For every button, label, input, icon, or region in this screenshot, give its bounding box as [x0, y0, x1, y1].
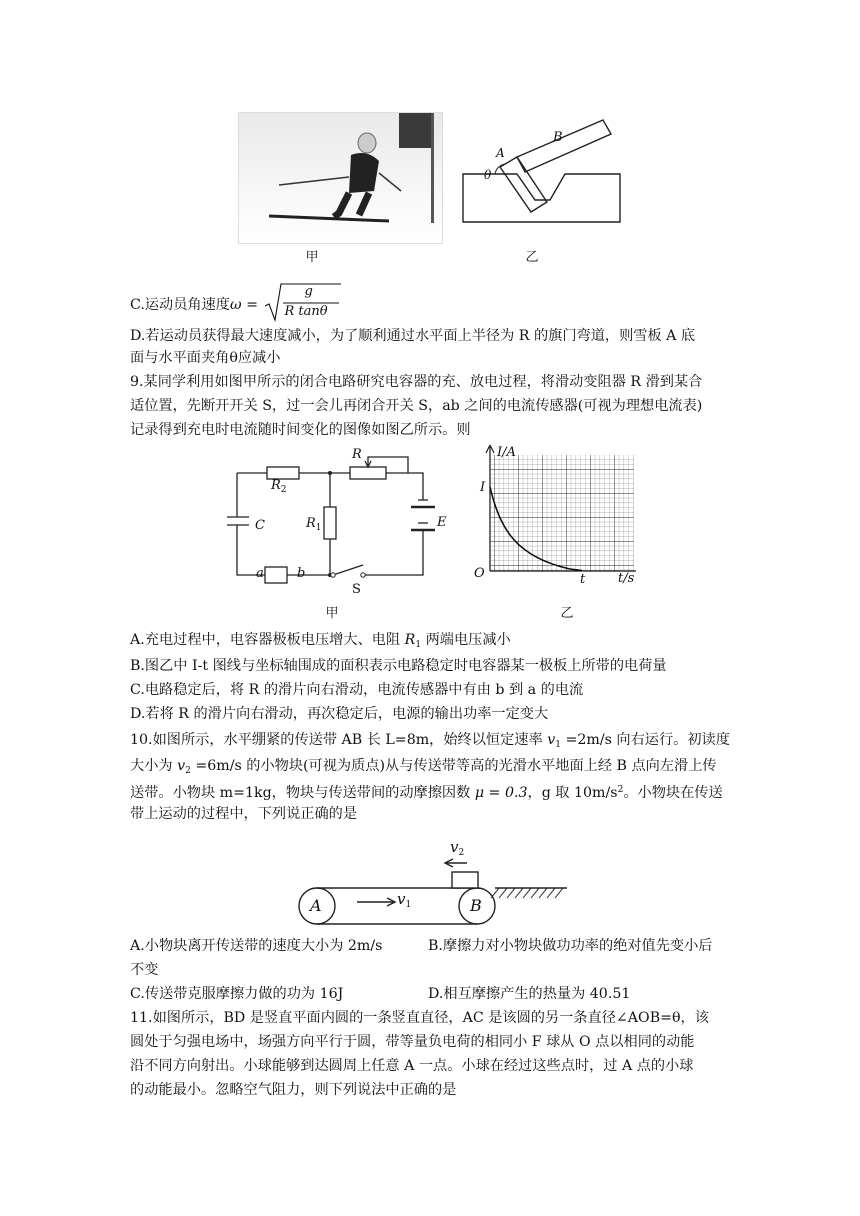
- label-A: A: [496, 146, 505, 160]
- q8-option-c: C.运动员角速度ω = g R tanθ: [130, 284, 343, 326]
- caption-jia-circuit: 甲: [325, 606, 339, 621]
- pulley-label-B: B: [470, 896, 482, 915]
- q11-line1: 11.如图所示，BD 是竖直平面内圆的一条竖直直径，AC 是该圆的另一条直径∠AOB=θ，该: [130, 1010, 709, 1026]
- q10-line1: 10.如图所示，水平绷紧的传送带 AB 长 L=8m，始终以恒定速率 $v_1 =2m/s$ 向右运行。初读度: [130, 732, 730, 750]
- label-R: R: [352, 447, 362, 462]
- caption-yi-graph: 乙: [560, 606, 574, 621]
- ski-board-diagram: [455, 112, 625, 234]
- skier-photo: [238, 112, 443, 244]
- graph-xlabel: t/s: [618, 571, 635, 586]
- q9-option-d: D.若将 R 的滑片向右滑动，再次稳定后，电源的输出功率一定变大: [130, 706, 549, 722]
- q10-option-d: D.相互摩擦产生的热量为 40.51: [428, 986, 631, 1002]
- label-B: B: [553, 130, 563, 145]
- omega-symbol: ω: [230, 297, 242, 313]
- fraction-denominator: R tanθ: [284, 304, 328, 319]
- skier-illustration: [239, 113, 442, 243]
- fraction-numerator: g: [304, 284, 313, 299]
- graph-label-I: I: [480, 480, 486, 495]
- graph-origin: O: [474, 566, 485, 581]
- label-S: S: [352, 582, 361, 597]
- label-v2: $v_2$: [450, 838, 465, 858]
- q10-line2: 大小为 $v_2 =6m/s$ 的小物块(可视为质点)从与传送带等高的光滑水平地面上经 B 点向左滑上传: [130, 758, 717, 776]
- q11-line2: 圆处于匀强电场中，场强方向平行于圆，带等量负电荷的相同小 F 球从 O 点以相同的动能: [130, 1034, 695, 1050]
- q11-line3: 沿不同方向射出。小球能够到达圆周上任意 A 一点。小球在经过这些点时，过 A 点的小球: [130, 1058, 694, 1074]
- q10-option-b-line2: 不变: [130, 962, 159, 978]
- q10-line3: 送带。小物块 m=1kg，物块与传送带间的动摩擦因数 μ = 0.3，g 取 $10m/s^2$。小物块在传送: [130, 785, 723, 801]
- label-theta: θ: [484, 168, 492, 182]
- label-E: E: [437, 515, 447, 530]
- label-b: b: [297, 566, 306, 581]
- q9-stem-line3: 记录得到充电时电流随时间变化的图像如图乙所示。则: [130, 422, 471, 438]
- q10-option-c: C.传送带克服摩擦力做的功为 16J: [130, 986, 344, 1002]
- graph-ylabel: I/A: [497, 445, 516, 460]
- q10-option-a: A.小物块离开传送带的速度大小为 2m/s: [130, 938, 383, 954]
- caption-yi-top: 乙: [525, 250, 539, 265]
- caption-jia-top: 甲: [305, 250, 319, 265]
- q9-stem-line2: 适位置，先断开开关 S，过一会儿再闭合开关 S，ab 之间的电流传感器(可视为理想电流表): [130, 398, 703, 414]
- q8-option-d-line2: 面与水平面夹角θ应减小: [130, 350, 281, 366]
- label-a: a: [256, 566, 264, 581]
- conveyor-belt-diagram: [295, 836, 570, 931]
- q8-option-d-line1: D.若运动员获得最大速度减小，为了顺利通过水平面上半径为 R 的旗门弯道，则雪板 A 底: [130, 328, 696, 344]
- graph-label-t: t: [580, 572, 586, 587]
- pulley-label-A: A: [310, 896, 322, 915]
- label-v1: $v_1$: [397, 890, 412, 910]
- q9-option-a: A.充电过程中，电容器极板电压增大、电阻 $R_1$ 两端电压减小: [130, 632, 511, 650]
- label-R1: $R_1$: [306, 516, 322, 533]
- label-R2: $R_2$: [271, 478, 287, 495]
- label-C: C: [255, 518, 265, 533]
- q10-option-b-line1: B.摩擦力对小物块做功功率的绝对值先变小后: [428, 938, 713, 954]
- q9-stem-line1: 9.某同学利用如图甲所示的闭合电路研究电容器的充、放电过程，将滑动变阻器 R 滑到某合: [130, 374, 703, 390]
- q11-line4: 的动能最小。忽略空气阻力，则下列说法中正确的是: [130, 1082, 457, 1098]
- q8-c-prefix: C.运动员角速度: [130, 297, 230, 313]
- q9-option-c: C.电路稳定后，将 R 的滑片向右滑动，电流传感器中有由 b 到 a 的电流: [130, 682, 584, 698]
- current-time-graph: [470, 445, 645, 590]
- q9-option-b: B.图乙中 I-t 图线与坐标轴围成的面积表示电路稳定时电容器某一极板上所带的电荷量: [130, 658, 667, 674]
- q10-line4: 带上运动的过程中，下列说正确的是: [130, 806, 358, 822]
